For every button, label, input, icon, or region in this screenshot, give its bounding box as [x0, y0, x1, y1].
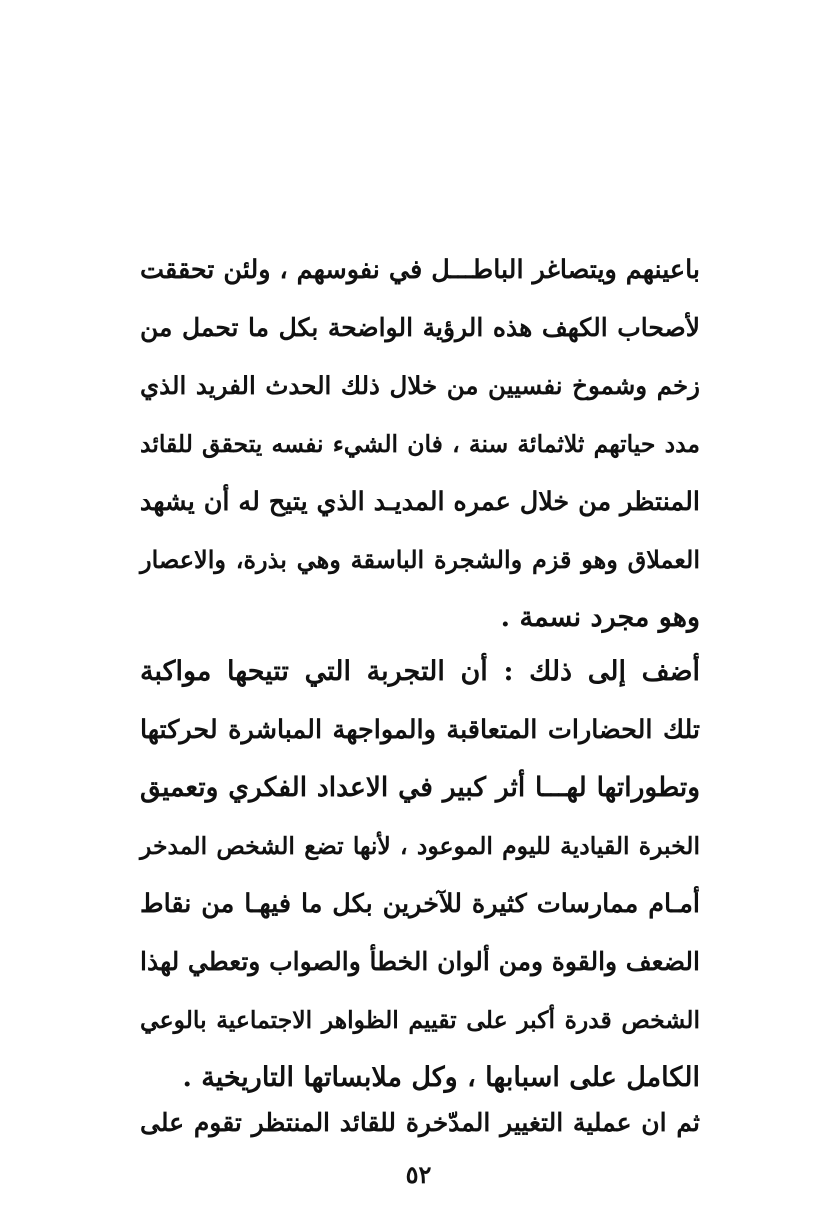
text-line: تلك الحضارات المتعاقبة والمواجهة المباشرة لحركتها: [140, 715, 700, 745]
text-line: لأصحاب الكهف هذه الرؤية الواضحة بكل ما تحمل من: [140, 313, 700, 342]
paragraph-2: [140, 643, 700, 1107]
text-line: المنتظر من خلال عمره المديـد الذي يتيح له أن يشهد: [139, 487, 700, 517]
text-line: مدد حياتهم ثلاثمائة سنة ، فان الشيء نفسه يتحقق للقائد: [140, 430, 700, 458]
text-line: العملاق وهو قزم والشجرة الباسقة وهي بذرة، والاعصار: [140, 545, 700, 574]
text-line: وتطوراتها لهـــا أثر كبير في الاعداد الفكري وتعميق: [140, 772, 700, 803]
text-line: ثم ان عملية التغيير المدّخرة للقائد المنتظر تقوم على: [140, 1108, 700, 1137]
text-line: الضعف والقوة ومن ألوان الخطأ والصواب وتعطي لهذا: [140, 947, 700, 976]
paragraph-3: [140, 1094, 700, 1152]
paragraph-1: [140, 241, 700, 647]
text-line: الكامل على اسبابها ، وكل ملابساتها التاريخية .: [182, 1062, 700, 1093]
text-line: أضف إلى ذلك : أن التجربة التي تتيحها مواكبة: [140, 656, 700, 687]
text-line: أمـام ممارسات كثيرة للآخرين بكل ما فيهـا من نقاط: [140, 889, 700, 919]
page-number: ٥٢: [405, 1160, 432, 1189]
text-line: وهو مجرد نسمة .: [500, 602, 700, 633]
text-line: باعينهم ويتصاغر الباطـــل في نفوسهم ، ولئن تحققت: [140, 255, 700, 285]
text-line: زخم وشموخ نفسيين من خلال ذلك الحدث الفريد الذي: [140, 371, 700, 400]
text-line: الخبرة القيادية لليوم الموعود ، لأنها تضع الشخص المدخر: [140, 832, 700, 860]
text-line: الشخص قدرة أكبر على تقييم الظواهر الاجتماعية بالوعي: [140, 1006, 700, 1034]
